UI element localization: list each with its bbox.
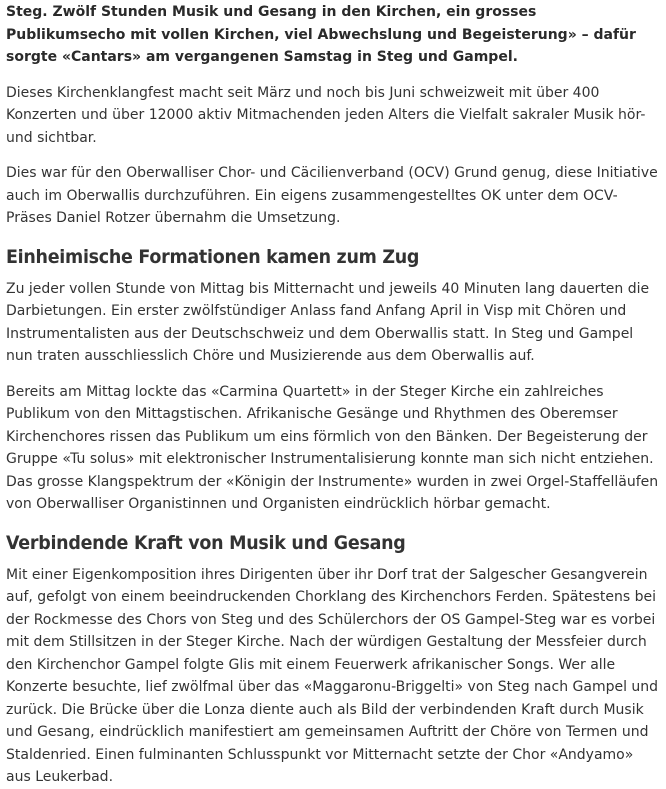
section-heading: Einheimische Formationen kamen zum Zug bbox=[6, 245, 420, 268]
section-heading: Verbindende Kraft von Musik und Gesang bbox=[6, 531, 406, 554]
paragraph: Bereits am Mittag lockte das «Carmina Quartett» in der Steger Kirche ein zahlreiches Publikum von den Mittagstischen. Afrikanische Gesänge und Rhythmen des Oberemser Kirchenchores rissen das Publikum um eins förmlich von den Bänken. Der Begeisterung der Gruppe «Tu solus» mit elektronischer Instrumentalisierung konnte man sich nicht entziehen. Das grosse Klangspektrum der «Königin der Instrumente» wurden in zwei Orgel-Staffelläufen von Oberwalliser Organistinnen und Organisten eindrücklich hörbar gemacht. bbox=[6, 383, 659, 512]
article-lead: Steg. Zwölf Stunden Musik und Gesang in den Kirchen, ein grosses Publikumsecho mit vollen Kirchen, viel Abwechslung und Begeisterung» – dafür sorgte «Cantars» am vergangenen Samstag in Steg und Gampel. bbox=[6, 4, 636, 65]
paragraph: Mit einer Eigenkomposition ihres Dirigenten über ihr Dorf trat der Salgescher Gesangverein auf, gefolgt von einem beeindruckenden Chorklang des Kirchenchors Ferden. Spätestens bei der Rockmesse des Chors von Steg und des Schülerchors der OS Gampel-Steg war es vorbei mit dem Stillsitzen in der Steger Kirche. Nach der würdigen Gestaltung der Messfeier durch den Kirchenchor Gampel folgte Glis mit einem Feuerwerk afrikanischer Songs. Wer alle Konzerte besuchte, lief zwölfmal über das «Maggaronu-Briggelti» von Steg nach Gampel und zurück. Die Brücke über die Lonza diente auch als Bild der verbindenden Kraft durch Musik und Gesang, eindrücklich manifestiert am gemeinsamen Auftritt der Chöre von Termen und Staldenried. Einen fulminanten Schlusspunkt vor Mitternacht setzte der Chor «Andyamo» aus Leukerbad. bbox=[6, 566, 659, 785]
paragraph: Zu jeder vollen Stunde von Mittag bis Mitternacht und jeweils 40 Minuten lang dauerten die Darbietungen. Ein erster zwölfstündiger Anlass fand Anfang April in Visp mit Chören und Instrumentalisten aus der Deutschschweiz und dem Oberwallis statt. In Steg und Gampel nun traten ausschliesslich Chöre und Musizierende aus dem Oberwallis auf. bbox=[6, 280, 650, 364]
paragraph: Dieses Kirchenklangfest macht seit März und noch bis Juni schweizweit mit über 400 Konzerten und über 12000 aktiv Mitmachenden jeden Alters die Vielfalt sakraler Musik hör- und sichtbar. bbox=[6, 84, 646, 146]
paragraph: Dies war für den Oberwalliser Chor- und Cäcilienverband (OCV) Grund genug, diese Initiative auch im Oberwallis durchzuführen. Ein eigens zusammengestelltes OK unter dem OCV-Präses Daniel Rotzer übernahm die Umsetzung. bbox=[6, 165, 658, 226]
